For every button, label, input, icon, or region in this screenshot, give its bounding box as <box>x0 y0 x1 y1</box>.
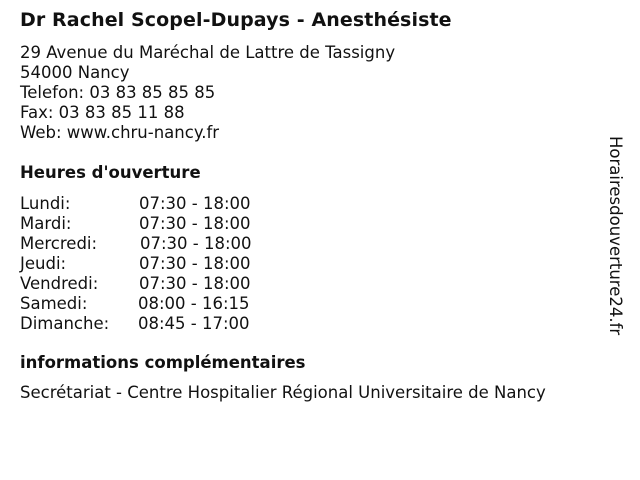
day-label: Dimanche: <box>20 314 110 333</box>
day-hours: 07:30 - 18:00 <box>139 214 251 233</box>
day-label: Samedi: <box>20 294 88 313</box>
contact-block <box>20 43 395 143</box>
address-city: 54000 Nancy <box>20 63 130 82</box>
day-hours: 07:30 - 18:00 <box>139 254 251 273</box>
day-label: Lundi: <box>20 194 71 213</box>
additional-info-heading: informations complémentaires <box>20 353 306 372</box>
fax-number: Fax: 03 83 85 11 88 <box>20 103 185 122</box>
day-hours: 07:30 - 18:00 <box>139 194 251 213</box>
address-street: 29 Avenue du Maréchal de Lattre de Tassigny <box>20 43 396 62</box>
page-title: Dr Rachel Scopel-Dupays - Anesthésiste <box>20 9 452 31</box>
day-hours: 07:30 - 18:00 <box>139 274 251 293</box>
day-label: Mardi: <box>20 214 72 233</box>
day-hours: 08:45 - 17:00 <box>138 314 250 333</box>
site-watermark: Horairesdouverture24.fr <box>606 136 625 336</box>
opening-hours-heading: Heures d'ouverture <box>20 163 201 182</box>
phone-number[interactable]: Telefon: 03 83 85 85 85 <box>20 83 216 102</box>
day-hours: 08:00 - 16:15 <box>138 294 250 313</box>
day-hours: 07:30 - 18:00 <box>140 234 252 253</box>
website-link[interactable]: Web: www.chru-nancy.fr <box>20 123 220 142</box>
day-label: Mercredi: <box>20 234 98 253</box>
additional-info-text: Secrétariat - Centre Hospitalier Régional Universitaire de Nancy <box>20 383 546 402</box>
day-label: Jeudi: <box>20 254 67 273</box>
day-label: Vendredi: <box>20 274 99 293</box>
